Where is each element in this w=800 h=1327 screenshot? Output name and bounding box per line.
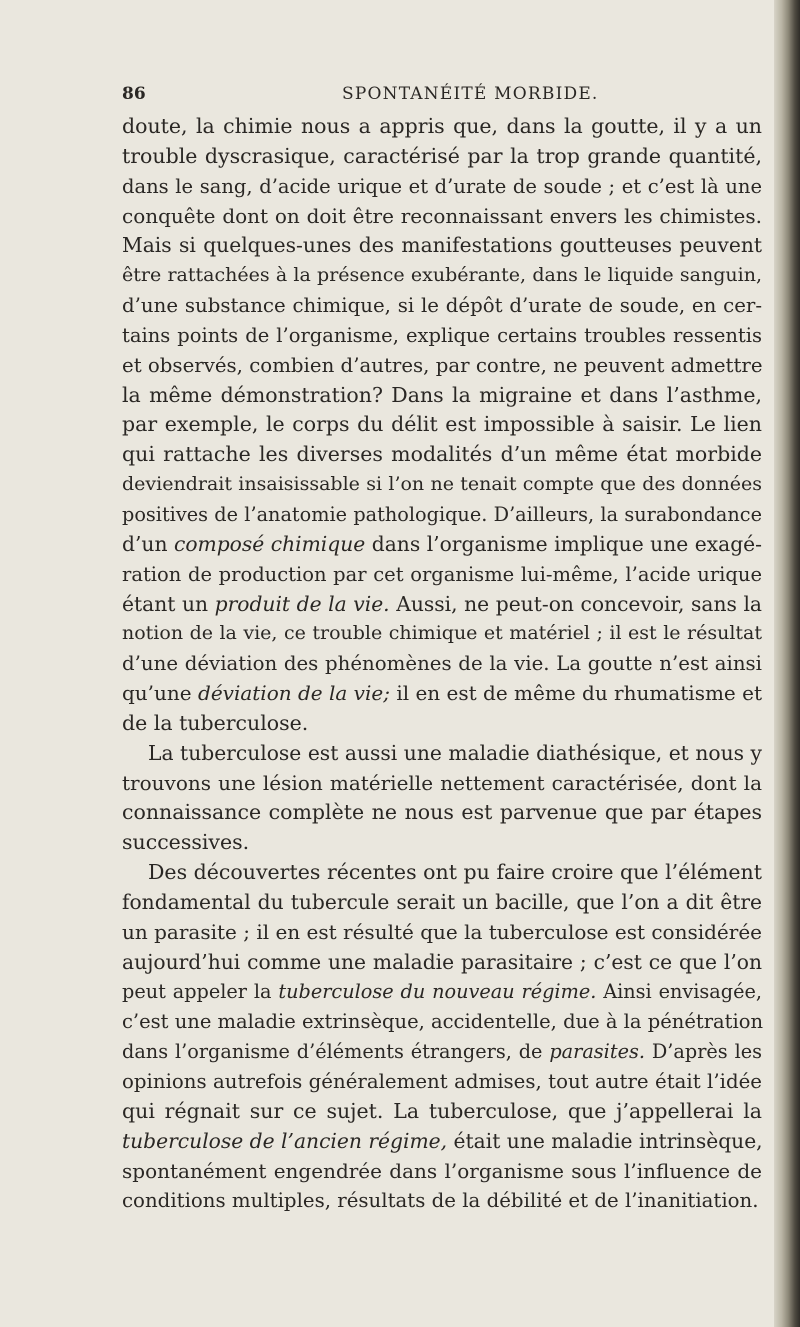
italic-text-run: produit de la vie. [214,591,390,616]
text-run: D’après les [644,1040,762,1064]
text-line: d’une substance chimique, si le dépôt d’urate de soude, en cer- [122,294,762,318]
text-run: étant un [122,591,215,616]
text-line: ration de production par cet organisme lui-même, l’acide urique [122,562,762,586]
text-line: conquête dont on doit être reconnaissant envers les chimistes. [122,203,762,228]
text-line: et observés, combien d’autres, par contre, ne peuvent admettre [122,353,763,377]
text-run: Aussi, ne peut-on concevoir, sans la [389,591,762,616]
text-line: dans le sang, d’acide urique et d’urate de soude ; et c’est là une [122,174,762,198]
page-header [122,84,762,106]
text-run: dans l’organisme implique une exagé- [365,531,762,556]
text-line: qui rattache les diverses modalités d’un même état morbide [122,442,762,467]
italic-text-run: tuberculose de l’ancien régime, [122,1128,448,1153]
text-line: spontanément engendrée dans l’organisme sous l’influence de [122,1158,762,1183]
text-line [122,1127,762,1157]
italic-text-run: déviation de la vie; [198,681,390,706]
running-title: SPONTANÉITÉ MORBIDE. [342,84,599,104]
text-run: Ainsi envisagée, [596,980,762,1004]
text-line: successives. [122,830,250,855]
text-line: tains points de l’organisme, explique certains troubles ressentis [122,323,762,347]
text-line: aujourd’hui comme une maladie parasitaire ; c’est ce que l’on [122,949,762,974]
text-line [122,590,762,620]
text-line: par exemple, le corps du délit est impossible à saisir. Le lien [122,412,762,437]
text-line: Mais si quelques-unes des manifestations goutteuses peuvent [122,233,762,258]
text-run: peut appeler la [122,980,279,1004]
text-line: notion de la vie, ce trouble chimique et matériel ; il est le résultat [122,622,762,645]
text-line: deviendrait insaisissable si l’on ne tenait compte que des données [122,473,762,496]
text-line: trouble dyscrasique, caractérisé par la trop grande quantité, [122,143,762,168]
text-line: de la tuberculose. [122,710,309,735]
text-line: un parasite ; il en est résulté que la tuberculose est considérée [122,919,762,944]
text-run: d’un [122,531,174,556]
text-line: conditions multiples, résultats de la débilité et de l’inanitiation. [122,1189,759,1213]
text-line: d’une déviation des phénomènes de la vie. La goutte n’est ainsi [122,652,762,676]
text-line: qui régnait sur ce sujet. La tuberculose, que j’appellerai la [122,1098,762,1123]
text-line [122,679,762,709]
text-line: la même démonstration? Dans la migraine et dans l’asthme, [122,382,762,407]
page-number: 86 [122,84,146,104]
text-run: qu’une [122,681,199,706]
text-run: était une maladie intrinsèque, [447,1128,763,1153]
text-run: dans l’organisme d’éléments étrangers, de [122,1040,550,1064]
text-line: connaissance complète ne nous est parvenue que par étapes [122,800,762,825]
text-line: être rattachées à la présence exubérante, dans le liquide sanguin, [122,264,762,287]
text-line [122,530,762,560]
text-line: doute, la chimie nous a appris que, dans la goutte, il y a un [122,114,762,138]
italic-text-run: tuberculose du nouveau régime. [278,980,597,1004]
text-line: Des découvertes récentes ont pu faire croire que l’élément [148,860,762,885]
text-line: c’est une maladie extrinsèque, accidentelle, due à la pénétration [122,1010,764,1034]
page-edge-shadow [774,0,800,1327]
text-line: fondamental du tubercule serait un bacille, que l’on a dit être [122,889,762,914]
text-line: trouvons une lésion matérielle nettement caractérisée, dont la [122,770,762,795]
italic-text-run: parasites. [549,1040,645,1064]
text-line: La tuberculose est aussi une maladie diathésique, et nous y [148,740,762,765]
text-line [122,977,762,1007]
text-run: il en est de même du rhumatisme et [389,681,763,706]
italic-text-run: composé chimique [173,531,366,556]
text-line [122,1037,762,1067]
text-line: positives de l’anatomie pathologique. D’ailleurs, la surabondance [122,502,762,526]
text-line: opinions autrefois généralement admises, tout autre était l’idée [122,1070,762,1093]
body-text [122,112,762,1216]
